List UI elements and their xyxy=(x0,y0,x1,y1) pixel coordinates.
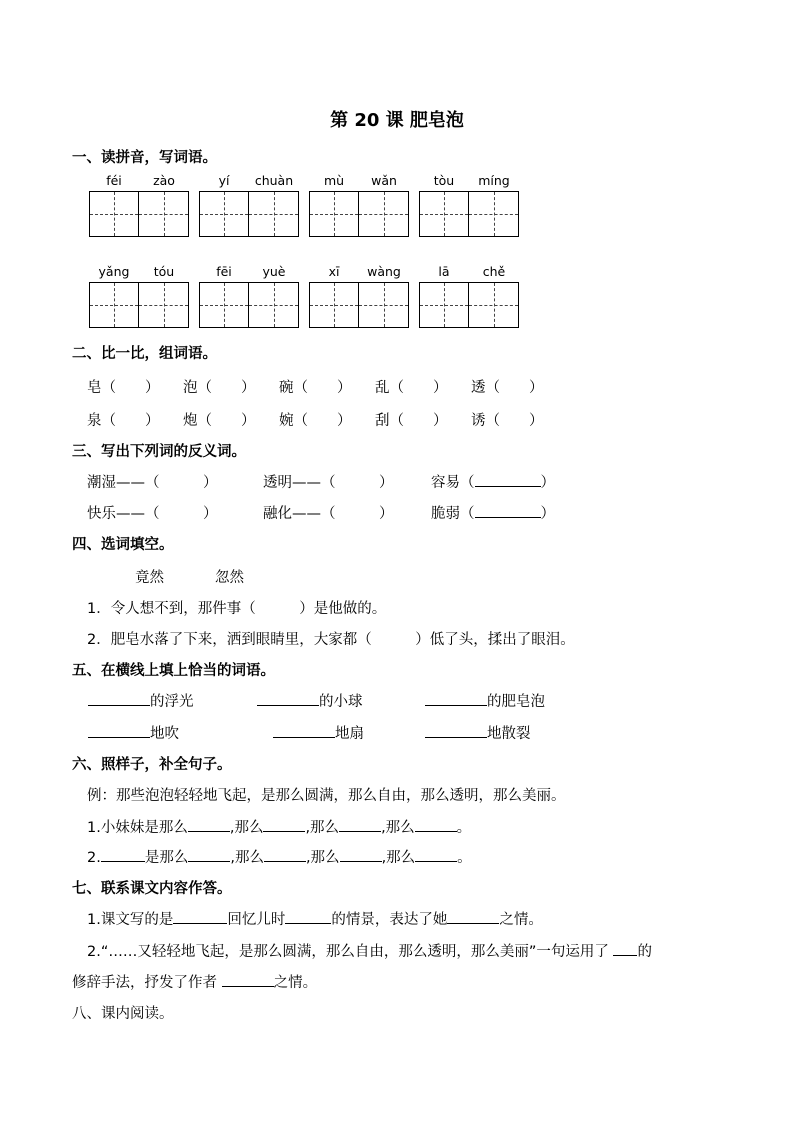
answer-question: 修辞手法，抒发了作者 之情。 xyxy=(72,971,317,992)
pinyin-syllable: fēi xyxy=(216,264,232,279)
writing-grid[interactable] xyxy=(89,191,189,237)
antonym-item: 快乐——（ ） xyxy=(87,506,218,522)
writing-cell[interactable] xyxy=(469,192,518,236)
fill-phrase: 地吹 xyxy=(88,722,179,743)
compare-item: 炮（ ） xyxy=(183,413,256,429)
writing-cell[interactable] xyxy=(249,192,298,236)
pinyin-syllable: tóu xyxy=(153,264,175,279)
guide-line-vertical xyxy=(114,283,115,327)
writing-cell[interactable] xyxy=(359,192,408,236)
pinyin-syllable: chuàn xyxy=(254,173,294,188)
guide-line-vertical xyxy=(444,283,445,327)
pinyin-syllable: wàng xyxy=(367,264,401,279)
antonym-item: 融化——（ ） xyxy=(263,506,394,522)
antonym-item: 潮湿——（ ） xyxy=(87,475,218,491)
writing-cell[interactable] xyxy=(310,192,359,236)
writing-grid[interactable] xyxy=(309,282,409,328)
antonym-item: 容易（ ） xyxy=(431,471,555,492)
pinyin-syllable: tòu xyxy=(433,173,455,188)
section-7-heading: 七、联系课文内容作答。 xyxy=(72,881,232,897)
writing-cell[interactable] xyxy=(420,283,469,327)
guide-line-vertical xyxy=(494,192,495,236)
example-sentence: 例：那些泡泡轻轻地飞起，是那么圆满，那么自由，那么透明，那么美丽。 xyxy=(87,788,566,804)
writing-cell[interactable] xyxy=(310,283,359,327)
writing-grid[interactable] xyxy=(199,191,299,237)
answer-question: 1.课文写的是 回忆儿时 的情景，表达了她 之情。 xyxy=(87,908,543,929)
pinyin-syllable: lā xyxy=(438,264,450,279)
section-3-heading: 三、写出下列词的反义词。 xyxy=(72,444,246,460)
pinyin-syllable: wǎn xyxy=(371,173,397,188)
fill-question: 2．肥皂水落了下来，洒到眼睛里，大家都（ ）低了头，揉出了眼泪。 xyxy=(87,632,575,648)
guide-line-vertical xyxy=(274,283,275,327)
compare-item: 透（ ） xyxy=(471,380,544,396)
pinyin-syllable: yuè xyxy=(262,264,286,279)
fill-question: 1．令人想不到，那件事（ ）是他做的。 xyxy=(87,601,387,617)
pinyin-syllable: xī xyxy=(328,264,340,279)
compare-item: 泡（ ） xyxy=(183,380,256,396)
section-1-heading: 一、读拼音，写词语。 xyxy=(72,150,217,166)
word-choice: 竟然 xyxy=(135,570,164,586)
pinyin-syllable: yí xyxy=(218,173,230,188)
guide-line-vertical xyxy=(164,283,165,327)
section-5-heading: 五、在横线上填上恰当的词语。 xyxy=(72,663,275,679)
writing-cell[interactable] xyxy=(469,283,518,327)
guide-line-vertical xyxy=(114,192,115,236)
sentence-question: 1.小妹妹是那么 ,那么 ,那么 ,那么 。 xyxy=(87,816,471,837)
sentence-question: 2. 是那么 ,那么 ,那么 ,那么 。 xyxy=(87,846,472,867)
guide-line-vertical xyxy=(384,283,385,327)
guide-line-vertical xyxy=(444,192,445,236)
compare-item: 刮（ ） xyxy=(375,413,448,429)
guide-line-vertical xyxy=(334,283,335,327)
writing-grid[interactable] xyxy=(419,282,519,328)
antonym-item: 脆弱（ ） xyxy=(431,502,555,523)
writing-grid[interactable] xyxy=(199,282,299,328)
fill-phrase: 的浮光 xyxy=(88,690,194,711)
fill-phrase: 地扇 xyxy=(273,722,364,743)
fill-phrase: 的肥皂泡 xyxy=(425,690,545,711)
writing-grid[interactable] xyxy=(89,282,189,328)
pinyin-syllable: mù xyxy=(323,173,345,188)
compare-item: 泉（ ） xyxy=(87,413,160,429)
pinyin-syllable: míng xyxy=(478,173,510,188)
writing-cell[interactable] xyxy=(420,192,469,236)
writing-cell[interactable] xyxy=(359,283,408,327)
writing-grid[interactable] xyxy=(419,191,519,237)
pinyin-syllable: chě xyxy=(482,264,506,279)
compare-item: 乱（ ） xyxy=(375,380,448,396)
page-title: 第 20 课 肥皂泡 xyxy=(330,110,464,131)
pinyin-syllable: yǎng xyxy=(98,264,130,279)
writing-cell[interactable] xyxy=(249,283,298,327)
pinyin-syllable: zào xyxy=(153,173,175,188)
word-choice: 忽然 xyxy=(215,570,244,586)
writing-cell[interactable] xyxy=(200,192,249,236)
writing-cell[interactable] xyxy=(139,192,188,236)
antonym-item: 透明——（ ） xyxy=(263,475,394,491)
guide-line-vertical xyxy=(164,192,165,236)
compare-item: 碗（ ） xyxy=(279,380,352,396)
guide-line-vertical xyxy=(274,192,275,236)
fill-phrase: 地散裂 xyxy=(425,722,531,743)
fill-phrase: 的小球 xyxy=(257,690,363,711)
compare-item: 皂（ ） xyxy=(87,380,160,396)
compare-item: 诱（ ） xyxy=(471,413,544,429)
section-6-heading: 六、照样子，补全句子。 xyxy=(72,757,232,773)
guide-line-vertical xyxy=(224,192,225,236)
section-4-heading: 四、选词填空。 xyxy=(72,537,174,553)
guide-line-vertical xyxy=(384,192,385,236)
answer-question: 2.“……又轻轻地飞起，是那么圆满，那么自由，那么透明，那么美丽”一句运用了 的 xyxy=(87,940,652,961)
section-2-heading: 二、比一比，组词语。 xyxy=(72,346,217,362)
writing-cell[interactable] xyxy=(139,283,188,327)
guide-line-vertical xyxy=(494,283,495,327)
writing-grid[interactable] xyxy=(309,191,409,237)
compare-item: 婉（ ） xyxy=(279,413,352,429)
writing-cell[interactable] xyxy=(90,192,139,236)
section-8-heading: 八、课内阅读。 xyxy=(72,1006,174,1022)
guide-line-vertical xyxy=(334,192,335,236)
writing-cell[interactable] xyxy=(90,283,139,327)
pinyin-syllable: féi xyxy=(106,173,122,188)
writing-cell[interactable] xyxy=(200,283,249,327)
guide-line-vertical xyxy=(224,283,225,327)
